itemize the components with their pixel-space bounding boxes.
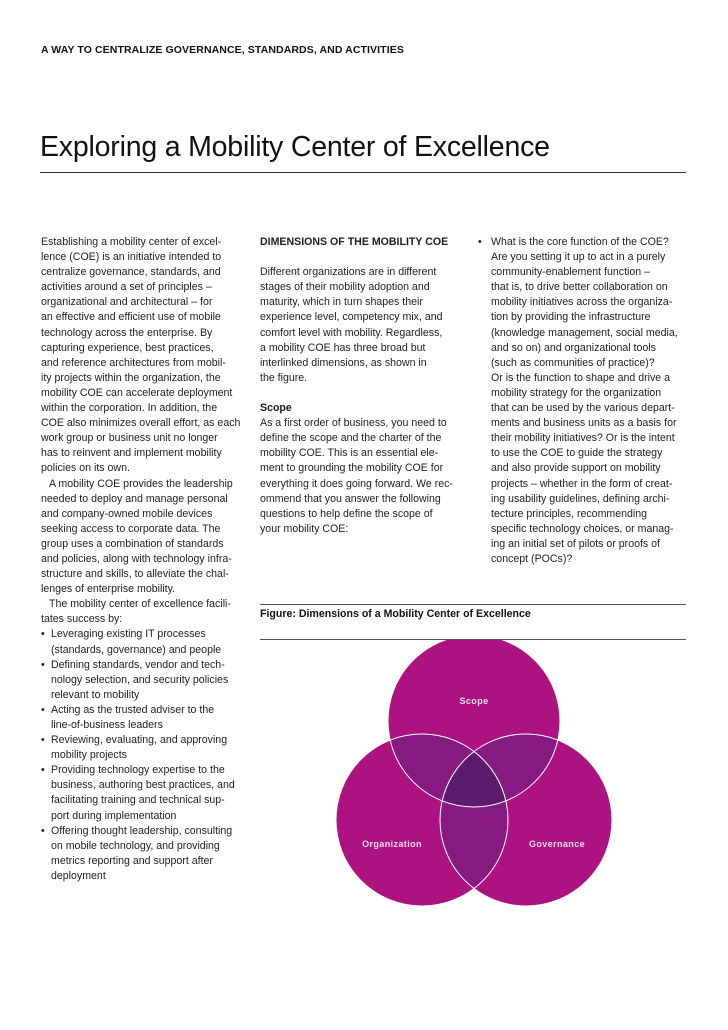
list-item: • Reviewing, evaluating, and approving mobility projects — [41, 733, 253, 763]
scope-paragraph: As a first order of business, you need to define the scope and the charter of the mobility COE. This is an essential ele- ment to grounding the mobility COE for everything it does going forward. We rec- ommend that you answer the following questions to help define the scope of your mobility COE: — [260, 417, 453, 535]
success-paragraph: The mobility center of excellence facili- tates success by: — [41, 598, 231, 626]
list-item: • What is the core function of the COE? Are you setting it up to act in a purely community-enablement function – that is, to drive better collaboration on mobility initiatives across the organiza- tion by providing the infrastructure (knowledge management, social media, and so on) and organizational tools (such as communities of practice)? Or is the function to shape and drive a mobility strategy for the organization that can be used by the various depart- ments and business units as a basis for their mobility initiatives? Or is the intent to use the COE to guide the strategy and also provide support on mobility projects – whether in the form of creat- ing usability guidelines, defining archi- tecture principles, recommending specific technology choices, or manag- ing an initial set of pilots or proofs of concept (POCs)? — [478, 235, 688, 567]
column-2 — [260, 235, 472, 537]
section-kicker: A WAY TO CENTRALIZE GOVERNANCE, STANDARDS, AND ACTIVITIES — [41, 44, 404, 56]
title-divider — [40, 172, 686, 173]
column-1 — [41, 235, 253, 884]
list-item: • Offering thought leadership, consulting on mobile technology, and providing metrics reporting and support after deployment — [41, 824, 253, 884]
dimensions-heading: DIMENSIONS OF THE MOBILITY COE — [260, 236, 449, 248]
list-item: • Acting as the trusted adviser to the line-of-business leaders — [41, 703, 253, 733]
scope-questions-list — [478, 235, 688, 567]
leadership-paragraph: A mobility COE provides the leadership needed to deploy and manage personal and company-owned mobile devices seeking access to corporate data. The group uses a combination of standards and policies, along with technology infra- structure and skills, to alleviate the chal- lenges of enterprise mobility. — [41, 477, 233, 596]
intro-paragraph: Establishing a mobility center of excel- lence (COE) is an initiative intended to centralize governance, standards, and activities around a set of principles – organizational and architectural – for an effective and efficient use of mobile technology across the enterprise. By capturing experience, best practices, and reference architectures from mobil- ity projects within the organization, the mobility COE can accelerate deployment within the corporation. In addition, the COE also minimizes overall effort, as each work group or business unit no longer has to reinvent and implement mobility policies on its own. — [41, 236, 241, 475]
scope-label: Scope — [459, 696, 489, 706]
organization-label: Organization — [362, 839, 422, 849]
governance-label: Governance — [528, 839, 586, 849]
column-3 — [478, 235, 688, 567]
dimensions-paragraph: Different organizations are in different stages of their mobility adoption and maturity, which in turn shapes their experience level, competency mix, and comfort level with mobility. Regardless, a mobility COE has three broad but interlinked dimensions, as shown in the figure. — [260, 266, 443, 384]
scope-subheading: Scope — [260, 402, 292, 415]
venn-diagram — [330, 640, 620, 910]
list-item: • Providing technology expertise to the business, authoring best practices, and facilitating training and technical sup- port during implementation — [41, 763, 253, 823]
figure-top-rule — [260, 604, 686, 605]
figure-title: Figure: Dimensions of a Mobility Center of Excellence — [260, 608, 531, 620]
success-list — [41, 627, 253, 884]
list-item: • Leveraging existing IT processes (standards, governance) and people — [41, 627, 253, 657]
list-item: • Defining standards, vendor and tech- nology selection, and security policies relevant to mobility — [41, 658, 253, 703]
page-title: Exploring a Mobility Center of Excellence — [40, 131, 550, 163]
